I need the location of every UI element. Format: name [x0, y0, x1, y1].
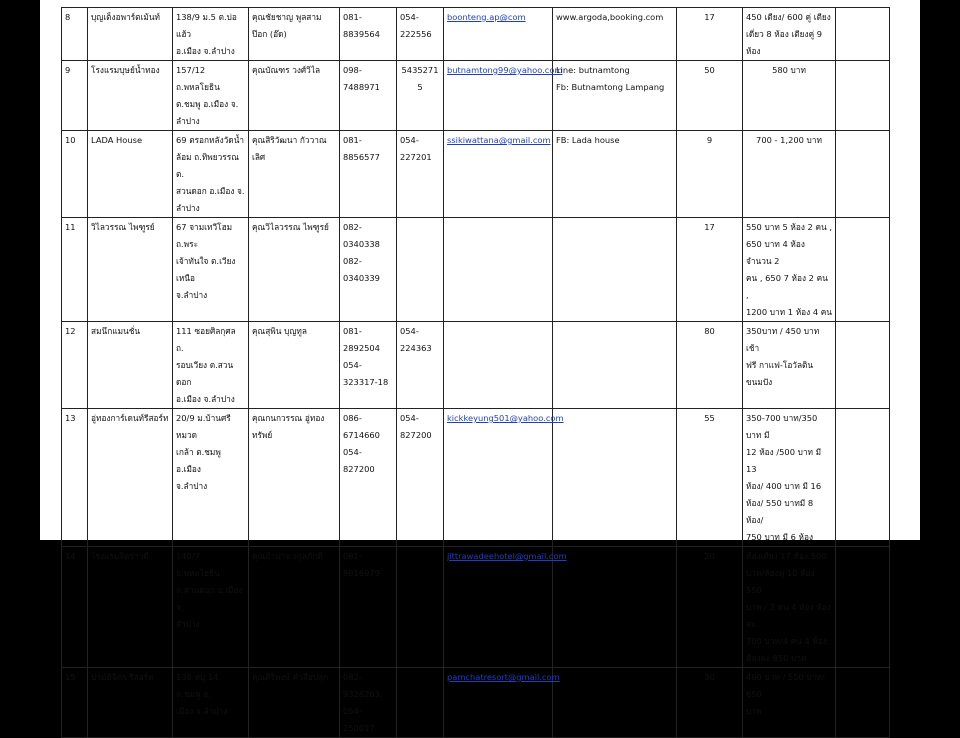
- cell-name: [88, 61, 173, 131]
- contact-person: คุณสุพิน บุญทูล: [252, 326, 307, 336]
- price-line: 12 ห้อง /500 บาท มี 13: [746, 447, 822, 474]
- cell-online: [553, 131, 677, 218]
- fax-number: 054-224363: [400, 326, 432, 353]
- cell-address: [173, 547, 249, 668]
- price-line: บาท/ห้องคู่ 10 ห้อง 550: [746, 568, 815, 595]
- price-line: 750 บาท มี 6 ห้อง: [746, 532, 814, 542]
- place-name: โรงแรมจิตราวดี: [91, 551, 149, 561]
- email-link[interactable]: boonteng.ap@com: [447, 12, 526, 22]
- address-line: 138 หมู่ 14 ต.ชมพู อ.: [176, 672, 219, 699]
- cell-number: [62, 218, 88, 322]
- price-line: ห้อง/ 550 บาทมี 8 ห้อง/: [746, 498, 814, 525]
- room-count: 17: [704, 12, 715, 22]
- price-line: เดี่ยว 8 ห้อง เตียงคู่ 9 ห้อง: [746, 29, 823, 56]
- phone-number: 054-827200: [343, 447, 375, 474]
- email-link[interactable]: ssikiwattana@gmail.com: [447, 135, 551, 145]
- cell-address: [173, 668, 249, 738]
- cell-contact: [249, 668, 340, 738]
- cell-number: [62, 547, 88, 668]
- phone-number: 081-8816979: [343, 551, 380, 578]
- row-number: 9: [65, 65, 71, 75]
- place-name: LADA House: [91, 135, 143, 145]
- cell-fax: [397, 8, 444, 61]
- cell-email: [444, 61, 563, 131]
- cell-name: [88, 8, 173, 61]
- cell-address: [173, 218, 249, 322]
- cell-fax: [397, 409, 444, 547]
- cell-name: [88, 131, 173, 218]
- cell-empty: [836, 547, 890, 668]
- address-line: เมือง จ.ลำปาง: [176, 706, 228, 716]
- cell-phone: [340, 547, 397, 668]
- cell-online: [553, 8, 677, 61]
- address-line: สวนดอก อ.เมือง จ.: [176, 186, 245, 196]
- cell-fax: [397, 61, 444, 131]
- cell-empty: [836, 8, 890, 61]
- cell-contact: [249, 322, 340, 409]
- cell-fax: [397, 668, 444, 738]
- cell-online: [553, 668, 677, 738]
- cell-phone: [340, 218, 397, 322]
- email-link[interactable]: pamchatresort@gmail.com: [447, 672, 560, 682]
- room-count: 17: [704, 222, 715, 232]
- contact-person: คุณอำนาจ งกุลภักดี: [252, 551, 323, 561]
- cell-contact: [249, 547, 340, 668]
- address-line: จ.ลำปาง: [176, 481, 208, 491]
- room-count: 20: [704, 551, 715, 561]
- contact-person: คุณชัยชาญ พูลสามป๊อก (อ๊ด): [252, 12, 322, 39]
- price-line: 580 บาท: [772, 65, 806, 75]
- cell-address: [173, 409, 249, 547]
- online-channel: Fb: Butnamtong Lampang: [556, 82, 665, 92]
- address-line: 67 จามเทวีโฮม ถ.พระ: [176, 222, 233, 249]
- phone-number: 086-6714660: [343, 413, 380, 440]
- address-line: ต.ชมพู อ.เมือง จ.: [176, 99, 239, 109]
- phone-number: 082-0340338: [343, 222, 380, 249]
- row-number: 14: [65, 551, 76, 561]
- address-line: ลำปาง: [176, 116, 200, 126]
- price-line: 490 บาท / 550 บาท/ 650: [746, 672, 825, 699]
- cell-price: [743, 218, 836, 322]
- cell-contact: [249, 131, 340, 218]
- table-row: [62, 8, 890, 61]
- price-line: ห้องเตียง 17 ห้อง 500: [746, 551, 827, 561]
- cell-empty: [836, 322, 890, 409]
- cell-name: [88, 668, 173, 738]
- cell-empty: [836, 61, 890, 131]
- cell-contact: [249, 218, 340, 322]
- room-count: 55: [704, 413, 715, 423]
- price-line: 650 บาท 4 ห้อง จำนวน 2: [746, 239, 805, 266]
- price-line: 700 บาท/4 คน 4 ห้อง: [746, 636, 827, 646]
- cell-number: [62, 409, 88, 547]
- fax-number: 54352715: [401, 65, 439, 92]
- document-page: [40, 0, 920, 733]
- cell-online: [553, 409, 677, 547]
- address-line: 140/7 ถ.พหลโยธิน: [176, 551, 220, 578]
- accommodation-table: [61, 7, 890, 738]
- room-count: 50: [704, 65, 715, 75]
- cell-rooms: [677, 547, 743, 668]
- phone-number: 098-7488971: [343, 65, 380, 92]
- place-name: โรงแรมบุษย์น้ำทอง: [91, 65, 160, 75]
- cell-name: [88, 322, 173, 409]
- cell-number: [62, 61, 88, 131]
- row-number: 8: [65, 12, 71, 22]
- place-name: ปาม์มัจิตร รีสอร์ท: [91, 672, 154, 682]
- email-link[interactable]: butnamtong99@yahoo.com: [447, 65, 563, 75]
- cell-online: [553, 61, 677, 131]
- place-name: อู่ทองการ์เดนท์รีสอร์ท: [91, 413, 169, 423]
- cell-empty: [836, 131, 890, 218]
- cell-phone: [340, 61, 397, 131]
- cell-fax: [397, 547, 444, 668]
- price-line: 450 เตียง/ 600 คู่ เตียง: [746, 12, 831, 22]
- cell-number: [62, 8, 88, 61]
- row-number: 11: [65, 222, 76, 232]
- fax-number: 054-222556: [400, 12, 432, 39]
- price-line: 700 - 1,200 บาท: [756, 135, 822, 145]
- address-line: 111 ซอยศิลกุศล ถ.: [176, 326, 236, 353]
- cell-rooms: [677, 322, 743, 409]
- address-line: 20/9 ม.บ้านศรีหมวด: [176, 413, 231, 440]
- price-line: 350-700 บาท/350 บาท มี: [746, 413, 818, 440]
- table-row: [62, 409, 890, 547]
- cell-email: [444, 322, 553, 409]
- cell-empty: [836, 409, 890, 547]
- cell-online: [553, 547, 677, 668]
- cell-phone: [340, 322, 397, 409]
- address-line: จ.ลำปาง: [176, 290, 208, 300]
- price-line: 1200 บาท 1 ห้อง 4 คน: [746, 307, 832, 317]
- table-row: [62, 322, 890, 409]
- online-channel: FB: Lada house: [556, 135, 620, 145]
- contact-person: คุณสิริวัฒนา กัววาณเลิศ: [252, 135, 327, 162]
- price-line: บาท: [746, 706, 762, 716]
- cell-price: [743, 668, 836, 738]
- contact-person: คุณบัณฑร วงศ์วิไล: [252, 65, 321, 75]
- cell-rooms: [677, 61, 743, 131]
- phone-number: 082-0340339: [343, 256, 380, 283]
- address-line: 69 ตรอกหลังวัดน้ำ: [176, 135, 245, 145]
- cell-email: [444, 131, 553, 218]
- phone-number: 054-250017: [343, 706, 375, 733]
- row-number: 12: [65, 326, 76, 336]
- cell-rooms: [677, 131, 743, 218]
- cell-rooms: [677, 668, 743, 738]
- cell-price: [743, 547, 836, 668]
- online-channel: www.argoda,booking.com: [556, 12, 664, 22]
- table-row: [62, 61, 890, 131]
- cell-empty: [836, 668, 890, 738]
- cell-address: [173, 322, 249, 409]
- price-line: 550 บาท 5 ห้อง 2 คน ,: [746, 222, 832, 232]
- cell-empty: [836, 218, 890, 322]
- phone-number: 081-8839564: [343, 12, 380, 39]
- fax-number: 054-827200: [400, 413, 432, 440]
- cell-phone: [340, 668, 397, 738]
- place-name: สมนึกแมนชั่น: [91, 326, 141, 336]
- room-count: 9: [706, 135, 713, 145]
- phone-number: 081-2892504: [343, 326, 380, 353]
- address-line: รอบเวียง ต.สวนดอก: [176, 360, 234, 387]
- address-line: อ.เมือง จ.ลำปาง: [176, 46, 235, 56]
- cell-rooms: [677, 218, 743, 322]
- contact-person: คุณกนกวรรณ อู่ทองทรัพย์: [252, 413, 325, 440]
- table-row: [62, 547, 890, 668]
- cell-email: [444, 218, 553, 322]
- table-row: [62, 131, 890, 218]
- price-line: บาท / 3 คน 4 ห้อง ห้องละ: [746, 602, 831, 629]
- phone-number: 081-8856577: [343, 135, 380, 162]
- address-line: ลำปาง: [176, 619, 200, 629]
- row-number: 15: [65, 672, 76, 682]
- room-count: 80: [704, 326, 715, 336]
- cell-email: [444, 668, 560, 738]
- place-name: บุญเต็งอพาร์ตเม้นท์: [91, 12, 161, 22]
- online-channel: Line: butnamtong: [556, 65, 630, 75]
- price-line: คน , 650 7 ห้อง 2 คน ,: [746, 273, 828, 300]
- table-body: [62, 8, 890, 738]
- cell-phone: [340, 131, 397, 218]
- address-line: 157/12 ถ.พหลโยธิน: [176, 65, 220, 92]
- contact-person: คุณวิไลวรรณ ไพฑูรย์: [252, 222, 329, 232]
- cell-name: [88, 547, 173, 668]
- cell-rooms: [677, 409, 743, 547]
- address-line: ต.สวนดอก อ.เมือง จ.: [176, 585, 243, 612]
- cell-fax: [397, 322, 444, 409]
- cell-online: [553, 322, 677, 409]
- table-row: [62, 218, 890, 322]
- cell-address: [173, 131, 249, 218]
- phone-number: 054-323317-18: [343, 360, 389, 387]
- address-line: เกล้า ต.ชมพู อ.เมือง: [176, 447, 221, 474]
- table-row: [62, 668, 890, 738]
- cell-address: [173, 8, 249, 61]
- address-line: เจ้าทันใจ ต.เวียงเหนือ: [176, 256, 236, 283]
- cell-address: [173, 61, 249, 131]
- price-line: ห้อง/ 400 บาท มี 16: [746, 481, 822, 491]
- cell-email: [444, 547, 567, 668]
- cell-phone: [340, 8, 397, 61]
- cell-price: [743, 409, 836, 547]
- cell-fax: [397, 218, 444, 322]
- email-link[interactable]: kickkeyung501@yahoo.com: [447, 413, 564, 423]
- cell-price: [743, 322, 836, 409]
- cell-number: [62, 322, 88, 409]
- cell-email: [444, 409, 564, 547]
- cell-name: [88, 409, 173, 547]
- cell-online: [553, 218, 677, 322]
- contact-person: คุณศิริพงษ์ คำลือปลูก: [252, 672, 329, 682]
- cell-price: [743, 61, 836, 131]
- cell-rooms: [677, 8, 743, 61]
- price-line: ห้องละ 850 บาท: [746, 653, 807, 663]
- cell-name: [88, 218, 173, 322]
- cell-contact: [249, 61, 340, 131]
- cell-email: [444, 8, 553, 61]
- address-line: ลำปาง: [176, 203, 200, 213]
- address-line: อ.เมือง จ.ลำปาง: [176, 394, 235, 404]
- cell-number: [62, 668, 88, 738]
- cell-contact: [249, 409, 340, 547]
- email-link[interactable]: jittrawadeehotel@gmail.com: [447, 551, 567, 561]
- place-name: วิไลวรรณ ไพฑูรย์: [91, 222, 155, 232]
- price-line: 350บาท / 450 บาท เช้า: [746, 326, 820, 353]
- cell-phone: [340, 409, 397, 547]
- address-line: ล้อม ถ.ทิพยวรรณ ต.: [176, 152, 239, 179]
- price-line: ฟรี กาแฟ-โอวัลติน ขนมปัง: [746, 360, 814, 387]
- fax-number: 054-227201: [400, 135, 432, 162]
- room-count: 30: [704, 672, 715, 682]
- cell-price: [743, 131, 836, 218]
- row-number: 13: [65, 413, 76, 423]
- phone-number: 082-9326263,: [343, 672, 383, 699]
- address-line: 138/9 ม.5 ต.บ่อแฮ้ว: [176, 12, 237, 39]
- cell-contact: [249, 8, 340, 61]
- cell-fax: [397, 131, 444, 218]
- cell-price: [743, 8, 836, 61]
- row-number: 10: [65, 135, 76, 145]
- cell-number: [62, 131, 88, 218]
